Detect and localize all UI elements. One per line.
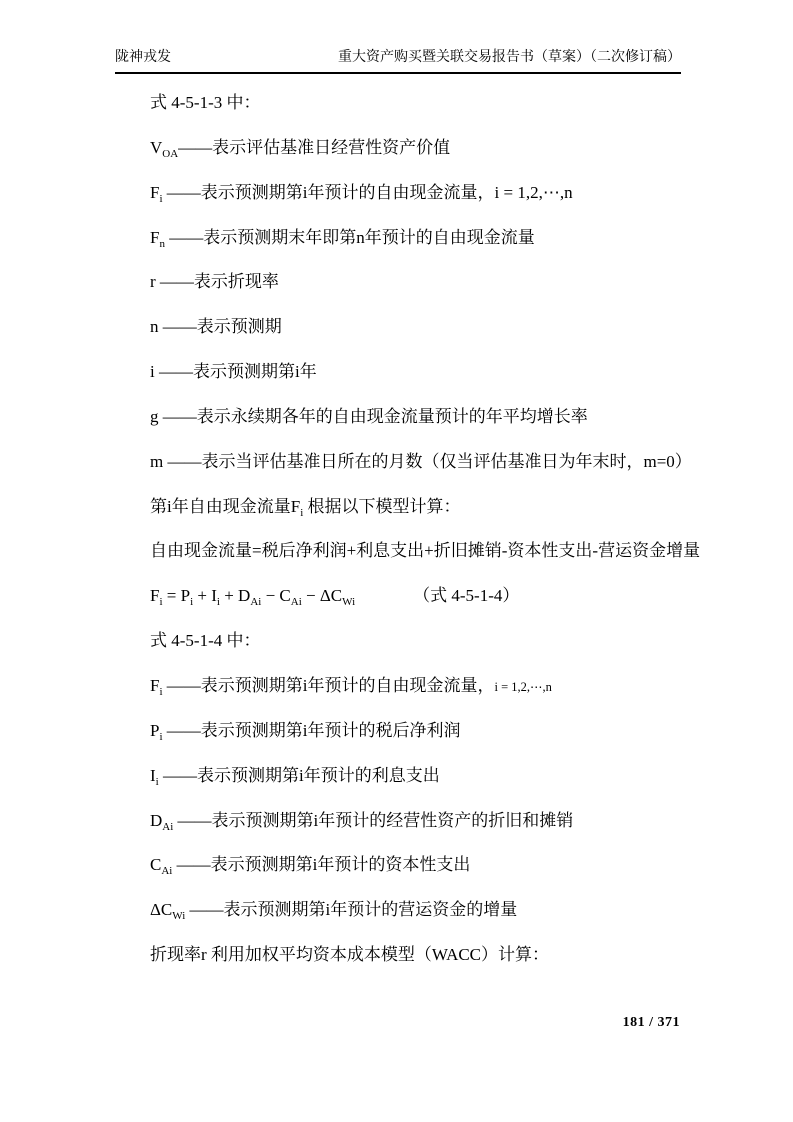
subscript: i bbox=[159, 596, 163, 609]
subscript: Ai bbox=[162, 820, 174, 833]
text-segment: （式 4-5-1-4） bbox=[413, 586, 520, 606]
text-segment: F bbox=[150, 182, 160, 202]
subscript: i bbox=[159, 685, 163, 698]
line-dai-definition bbox=[150, 810, 693, 833]
text-segment: ——表示预测期第i年预计的营运资金的增量 bbox=[185, 900, 518, 920]
text-segment: 折现率r 利用加权平均资本成本模型（WACC）计算： bbox=[150, 945, 550, 965]
subscript: i bbox=[155, 775, 159, 788]
subscript: i bbox=[190, 596, 194, 609]
text-segment: F bbox=[150, 227, 160, 247]
text-segment: r ——表示折现率 bbox=[150, 272, 279, 292]
subscript: i bbox=[216, 596, 220, 609]
line-fcf-equation-text bbox=[150, 541, 701, 561]
text-segment: g ——表示永续期各年的自由现金流量预计的年平均增长率 bbox=[150, 406, 588, 426]
subscript: i bbox=[159, 730, 163, 743]
text-segment: F bbox=[150, 586, 160, 606]
subscript: n bbox=[159, 237, 165, 250]
line-m-definition bbox=[150, 453, 693, 471]
text-segment: 根据以下模型计算： bbox=[303, 496, 461, 516]
text-segment: ——表示预测期第i年预计的利息支出 bbox=[158, 765, 440, 785]
subscript: Ai bbox=[250, 596, 262, 609]
text-segment: ——表示预测期第i年预计的税后净利润 bbox=[162, 720, 461, 740]
page-header bbox=[115, 50, 681, 74]
text-segment: − ΔC bbox=[301, 586, 343, 606]
text-segment: P bbox=[150, 720, 160, 740]
header-company-name: 陇神戎发 bbox=[115, 50, 171, 65]
text-segment: 式 4-5-1-3 中： bbox=[150, 93, 261, 112]
text-segment: − C bbox=[261, 586, 291, 606]
text-segment: I bbox=[150, 765, 156, 785]
text-segment: n ——表示预测期 bbox=[150, 317, 282, 337]
text-segment: V bbox=[150, 137, 163, 157]
text-segment: + I bbox=[193, 586, 217, 606]
line-n-definition bbox=[150, 318, 693, 336]
line-fi-model-intro bbox=[150, 496, 693, 519]
text-segment: ——表示预测期末年即第n年预计的自由现金流量 bbox=[164, 227, 535, 247]
line-g-definition bbox=[150, 408, 693, 426]
subscript: Wi bbox=[172, 910, 186, 923]
line-formula-4514-intro bbox=[150, 632, 693, 650]
text-segment: D bbox=[150, 810, 163, 830]
line-cai-definition bbox=[150, 855, 693, 878]
text-segment: F bbox=[150, 675, 160, 695]
text-segment: i ——表示预测期第i年 bbox=[150, 362, 317, 382]
line-dcwi-definition bbox=[150, 900, 693, 923]
line-voa-definition bbox=[150, 137, 693, 160]
subscript: Ai bbox=[161, 865, 173, 878]
line-fn-definition bbox=[150, 227, 693, 250]
text-segment: 第i年自由现金流量F bbox=[150, 496, 301, 516]
line-formula-4513-intro bbox=[150, 94, 693, 112]
text-segment: ——表示预测期第i年预计的自由现金流量，i = 1,2,⋯,n bbox=[162, 182, 573, 202]
subscript: Wi bbox=[342, 596, 356, 609]
text-segment: i = 1,2,⋯,n bbox=[494, 679, 552, 694]
text-segment: = P bbox=[162, 586, 191, 606]
line-fi-definition-2 bbox=[150, 675, 693, 698]
line-formula-4514 bbox=[150, 586, 693, 609]
line-wacc-intro bbox=[150, 946, 693, 964]
text-segment: 式 4-5-1-4 中： bbox=[150, 631, 261, 651]
document-body bbox=[150, 93, 701, 991]
text-segment: ——表示预测期第i年预计的资本性支出 bbox=[172, 855, 471, 875]
subscript: i bbox=[159, 192, 163, 205]
line-i-definition bbox=[150, 363, 693, 381]
line-pi-definition bbox=[150, 720, 693, 743]
text-segment: C bbox=[150, 855, 162, 875]
line-fi-definition-1 bbox=[150, 182, 693, 205]
text-segment: ——表示预测期第i年预计的自由现金流量， bbox=[162, 675, 495, 695]
line-ii-definition bbox=[150, 765, 693, 788]
line-r-definition bbox=[150, 273, 693, 291]
header-report-title: 重大资产购买暨关联交易报告书（草案）（二次修订稿） bbox=[338, 50, 681, 65]
subscript: i bbox=[300, 506, 304, 519]
text-segment: m ——表示当评估基准日所在的月数（仅当评估基准日为年末时，m=0） bbox=[150, 451, 692, 471]
text-segment: 自由现金流量=税后净利润+利息支出+折旧摊销-资本性支出-营运资金增量 bbox=[150, 541, 701, 561]
page-number: 181 / 371 bbox=[622, 1015, 680, 1030]
text-segment: ——表示评估基准日经营性资产价值 bbox=[178, 137, 451, 157]
text-segment: ΔC bbox=[150, 900, 173, 920]
subscript: OA bbox=[162, 147, 179, 160]
text-segment: ——表示预测期第i年预计的经营性资产的折旧和摊销 bbox=[173, 810, 574, 830]
subscript: Ai bbox=[290, 596, 302, 609]
text-segment: + D bbox=[219, 586, 251, 606]
